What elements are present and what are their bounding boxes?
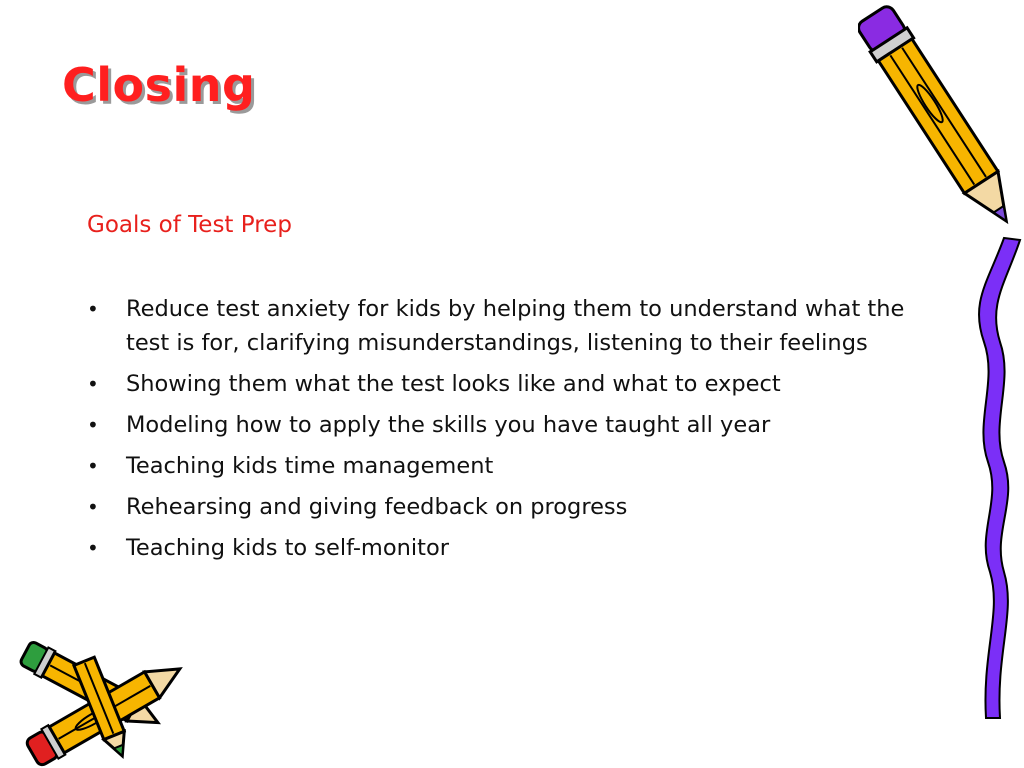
crossed-pencils-icon xyxy=(0,618,210,768)
bullet-item xyxy=(87,292,927,360)
bullet-text: Reduce test anxiety for kids by helping them to understand what the test is for, clarifying misunderstandings, listening to their feelings xyxy=(126,296,905,356)
bullet-item xyxy=(87,531,927,565)
bullet-marker: • xyxy=(87,536,99,560)
bullet-text: Teaching kids time management xyxy=(126,453,494,479)
bullet-text: Modeling how to apply the skills you have taught all year xyxy=(126,412,771,438)
bullet-list xyxy=(87,292,927,572)
slide-subtitle: Goals of Test Prep xyxy=(87,212,292,238)
bullet-marker: • xyxy=(87,413,99,437)
bullet-text: Showing them what the test looks like and what to expect xyxy=(126,371,781,397)
bullet-item xyxy=(87,408,927,442)
bullet-marker: • xyxy=(87,372,99,396)
bullet-text: Rehearsing and giving feedback on progress xyxy=(126,494,628,520)
bullet-text: Teaching kids to self-monitor xyxy=(126,535,449,561)
ribbon-icon xyxy=(966,232,1024,724)
pencil-icon xyxy=(858,0,1024,245)
bullet-item xyxy=(87,449,927,483)
bullet-marker: • xyxy=(87,454,99,478)
bullet-marker: • xyxy=(87,495,99,519)
bullet-marker: • xyxy=(87,297,99,321)
slide-title: Closing xyxy=(62,58,256,112)
bullet-item xyxy=(87,367,927,401)
bullet-item xyxy=(87,490,927,524)
